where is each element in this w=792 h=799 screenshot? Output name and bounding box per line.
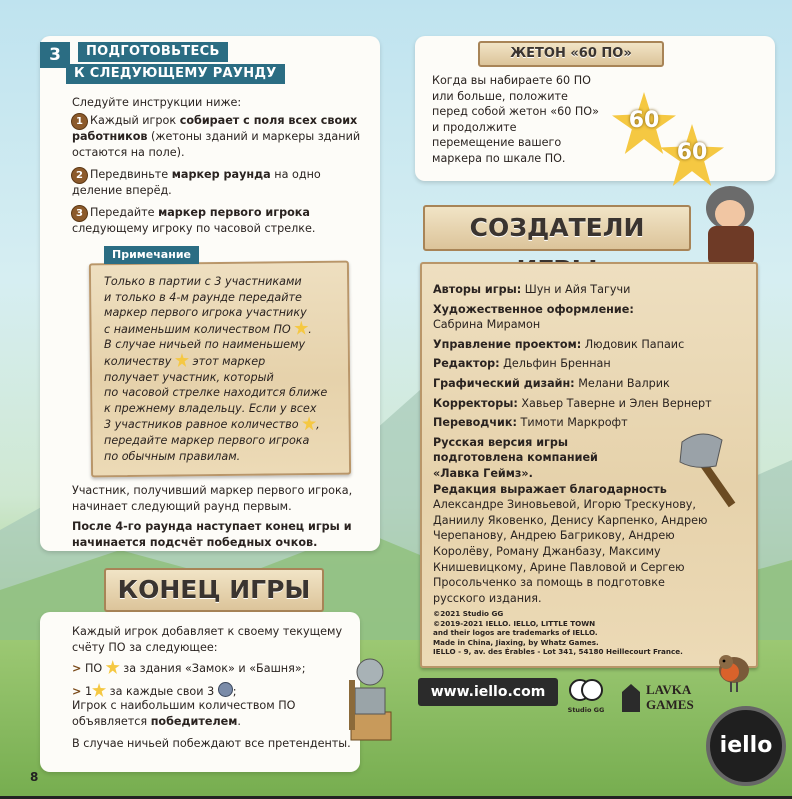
credit-value: Мелани Валрик [574, 376, 670, 390]
statue-illustration [345, 650, 397, 745]
note-line: количеству [104, 354, 172, 368]
note-line: передайте маркер первого игрока [104, 433, 310, 447]
legal-line: and their logos are trademarks of IELLO. [433, 628, 598, 638]
step-list-item [72, 113, 362, 160]
end-game-winner: Игрок с наибольшим количеством ПО объявляется победителем. [72, 699, 296, 728]
note-text: Только в партии с 3 участниками и только в 4-м раунде передайте маркер первого игрока участнику с наименьшим количеством ПО . В случае ничьей по наименьшему количеству этот маркер получает участник, который по часовой стрелке находится ближе к прежнему владельцу. Если у всех 3 участников равное количество , передайте маркер первого игрока по обычным правилам. [104, 274, 344, 464]
credit-value: Хавьер Таверне и Элен Вернерт [517, 396, 712, 410]
credit-value: Дельфин Бреннан [499, 357, 611, 371]
token-60-text: Когда вы набираете 60 ПО или больше, положите перед собой жетон «60 ПО» и продолжите перемещение вашего маркера по шкале ПО. [432, 74, 599, 165]
end-game-bullet: > 1 за каждые свои 3 ; [72, 682, 352, 700]
step-item-text: Передвиньте [90, 168, 172, 181]
token-60-title: ЖЕТОН «60 ПО» [478, 41, 664, 67]
after-note-text: Участник, получивший маркер первого игрока, начинает следующий раунд первым. [72, 484, 353, 513]
note-line: Только в партии с 3 участниками [104, 275, 302, 288]
note-line: по обычным правилам. [104, 449, 241, 463]
end-game-intro: Каждый игрок добавляет к своему текущему счёту ПО за следующее: [72, 625, 343, 654]
credit-label: Авторы игры: [433, 283, 522, 296]
end-game-title: КОНЕЦ ИГРЫ [104, 568, 324, 612]
note-line: В случае ничьей по наименьшему [104, 338, 306, 352]
note-line: маркер первого игрока участнику [104, 306, 307, 320]
legal-line: Made in China, Jiaxing, by Whatz Games. [433, 637, 599, 647]
credit-label: Управление проектом: [433, 337, 582, 351]
legal-line: ©2021 Studio GG [433, 609, 504, 619]
russian-edition-text: Русская версия игры подготовлена компанией «Лавка Геймз». [433, 435, 598, 480]
step-item-text: на одно деление вперёд. [72, 168, 321, 197]
step-item-number: 2 [72, 168, 87, 183]
credit-label: Переводчик: [433, 416, 517, 430]
step-list-item [72, 205, 362, 237]
note-line: к прежнему владельцу. Если у всех [104, 401, 317, 415]
iello-logo: iello [706, 706, 786, 786]
thanks-title: Редакция выражает благодарность [433, 482, 667, 496]
star-icon [302, 416, 316, 430]
arrow-icon: > [72, 662, 82, 675]
studio-gg-icon [568, 678, 604, 704]
end-of-game-notice: После 4-го раунда наступает конец игры и начинается подсчёт победных очков. [72, 520, 352, 549]
step-item-bold: маркер первого игрока [158, 206, 310, 219]
step-item-number: 1 [72, 114, 87, 129]
arrow-icon: > [72, 685, 82, 698]
step-intro: Следуйте инструкции ниже: [72, 96, 242, 109]
credit-value: Тимоти Маркрофт [516, 416, 628, 430]
page-number: 8 [30, 770, 39, 784]
credit-label: Редактор: [433, 357, 500, 371]
website-link[interactable]: www.iello.com [418, 678, 558, 706]
step-item-bold: маркер раунда [171, 168, 271, 181]
star-icon [294, 321, 308, 335]
step-item-text: Передайте [90, 206, 159, 219]
note-line: по часовой стрелке находится ближе [104, 386, 328, 400]
step-item-number: 3 [72, 206, 87, 221]
robin-bird-illustration [712, 644, 756, 694]
step-item-text: (жетоны зданий и маркеры зданий остаются на поле). [72, 130, 361, 159]
step-title-line2: К СЛЕДУЮЩЕМУ РАУНДУ [66, 64, 285, 84]
credit-label: Графический дизайн: [433, 376, 575, 390]
legal-notice [433, 609, 748, 656]
token-60-value: 60 [676, 140, 708, 165]
credit-value: Людовик Папаис [581, 337, 685, 351]
credit-value: Сабрина Мирамон [433, 318, 541, 332]
credit-value: Шун и Айя Тагучи [521, 283, 631, 296]
step-item-text: следующему игроку по часовой стрелке. [72, 222, 316, 235]
note-line: с наименьшим количеством ПО [104, 322, 291, 336]
step-item-text: Каждый игрок [90, 114, 180, 127]
note-label: Примечание [104, 246, 199, 264]
thanks-text: Александре Зиновьевой, Игорю Трескунову, Даниилу Яковенко, Денису Карпенко, Андрею Черепанову, Андрею Багрикову, Андрею Королёву, Роману Джанбазу, Максиму Книшевицкому, Арине Павловой и Сергею Просольченко за помощь в подготовке русского издания. [433, 498, 708, 605]
star-icon [106, 660, 120, 674]
credit-label: Художественное оформление: [433, 302, 634, 316]
lavka-icon [620, 682, 642, 714]
legal-line: IELLO - 9, av. des Érables - Lot 341, 54180 Heillecourt France. [433, 646, 683, 656]
legal-line: ©2019-2021 IELLO. IELLO, LITTLE TOWN [433, 618, 596, 628]
note-line: 3 участников равное количество [104, 418, 299, 432]
credit-label: Корректоры: [433, 396, 518, 410]
step-list-item [72, 167, 362, 199]
axe-illustration [672, 422, 752, 512]
credits-title: СОЗДАТЕЛИ [423, 205, 691, 251]
step-item-bold: собирает с поля всех своих работников [72, 114, 358, 143]
end-game-tie: В случае ничьей побеждают все претенденты. [72, 737, 351, 750]
step-number: 3 [40, 42, 70, 68]
lavka-games-logo: LAVKA GAMES [620, 680, 698, 716]
step-title-line1: ПОДГОТОВЬТЕСЬ [78, 42, 228, 62]
coin-icon [218, 682, 233, 697]
star-icon [92, 683, 106, 697]
studio-gg-logo: Studio GG [566, 678, 606, 716]
note-line: получает участник, который [104, 370, 274, 384]
token-60-value: 60 [628, 108, 660, 133]
star-icon [175, 353, 189, 367]
note-line: этот маркер [192, 354, 266, 368]
end-game-bullet: > ПО за здания «Замок» и «Башня»; [72, 662, 306, 675]
note-line: и только в 4-м раунде передайте [104, 290, 302, 304]
